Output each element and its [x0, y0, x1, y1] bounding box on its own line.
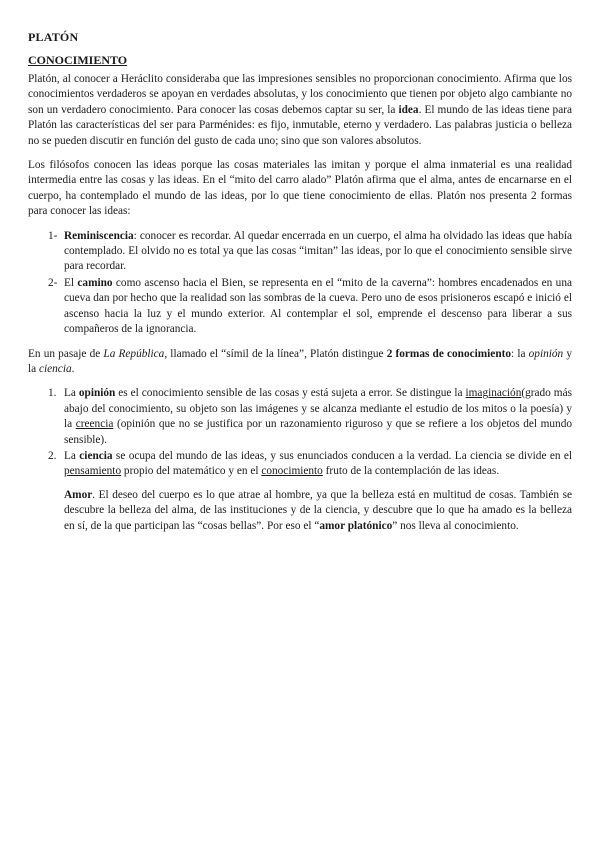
section-heading: CONOCIMIENTO — [28, 53, 128, 67]
text-run: El — [64, 276, 78, 289]
italic-title: La República — [103, 347, 165, 360]
text-run: se ocupa del mundo de las ideas, y sus enunciados conducen a la verdad. La ciencia se divide en el — [112, 449, 573, 462]
paragraph-amor — [28, 488, 572, 534]
bold-term: Amor — [64, 488, 93, 501]
text-run: La — [64, 387, 79, 400]
text-run: . — [71, 362, 75, 375]
text-run: (opinión que no se justifica por un razonamiento riguroso y que se refiere a los objetos del mundo sensible). — [64, 418, 573, 446]
underlined-term: pensamiento — [64, 465, 122, 478]
italic-term: opinión — [528, 347, 564, 360]
bold-term: opinión — [78, 387, 116, 400]
text-run: como ascenso hacia el Bien, se representa en el “mito de la caverna”: hombres encadenados en una cueva dan por hecho que la realidad son las sombras de la cueva. Pero uno de esos prisioneros escapó e inició el ascenso hacia la luz y el mundo exterior. Al contemplar el sol, emprende el descenso para liberar a sus compañeros de la ignorancia. — [64, 276, 572, 336]
bold-term: camino — [77, 276, 113, 289]
text-run: : conocer es recordar. Al quedar encerrada en un cuerpo, el alma ha olvidado las ideas que había contemplado. El olvido no es total ya que las cosas “imitan” las ideas, por lo que el conocimiento sensible sirve para recordar. — [64, 229, 572, 273]
text-run: En un pasaje de — [28, 347, 104, 360]
bold-term: 2 formas de conocimiento — [386, 347, 512, 360]
text-run: propio del matemático y en el — [121, 465, 262, 478]
list-item — [28, 229, 572, 275]
italic-term: ciencia — [38, 362, 72, 375]
paragraph-intro — [28, 72, 572, 149]
list-marker: 2- — [48, 276, 58, 289]
paragraph-republic — [28, 347, 572, 378]
paragraph-knowledge-of-ideas: Los filósofos conocen las ideas porque las cosas materiales las imitan y porque el alma inmaterial es una realidad intermedia entre las cosas y las ideas. En el “mito del carro alado” Platón afirma que el alma, antes de encarnarse en el cuerpo, ha contemplado el mundo de las ideas, por lo que tiene conocimiento de ellas. Platón nos presenta 2 formas para conocer las ideas: — [28, 159, 572, 218]
underlined-term: creencia — [75, 418, 114, 431]
text-run: fruto de la contemplación de las ideas. — [322, 465, 500, 478]
text-run: y la — [28, 347, 572, 375]
list-item — [28, 276, 572, 338]
text-run: ” nos lleva al conocimiento. — [392, 519, 519, 532]
bold-term: ciencia — [79, 449, 113, 462]
bold-term: Reminiscencia — [64, 229, 134, 242]
bold-term: amor platónico — [319, 519, 393, 532]
text-run: , llamado el “símil de la línea”, Platón distingue — [164, 347, 387, 360]
underlined-term: conocimiento — [261, 465, 323, 478]
text-run: : la — [511, 347, 529, 360]
list-marker: 1- — [48, 229, 58, 242]
list-item — [28, 449, 572, 480]
text-run: La — [64, 449, 80, 462]
document-title: PLATÓN — [28, 30, 79, 44]
list-marker: 1. — [48, 387, 57, 400]
list-marker: 2. — [48, 449, 57, 462]
text-run: es el conocimiento sensible de las cosas y está sujeta a error. Se distingue la — [115, 387, 466, 400]
list-forms-of-knowledge — [28, 386, 572, 479]
text-run: (grado más abajo del conocimiento, su objeto son las imágenes y se alcanza mediante el estudio de los mitos o la poesía) y la — [64, 387, 572, 431]
underlined-term: imaginación — [465, 387, 522, 400]
text-run: . El mundo de las ideas tiene para Platón las características del ser para Parménides: es fijo, inmutable, eterno y verdadero. Las palabras justicia o belleza no se pueden discutir en función del gusto de cada uno; sino que son valores absolutos. — [28, 103, 572, 147]
list-item — [28, 386, 572, 448]
list-ways-to-know — [28, 229, 572, 338]
bold-term-idea: idea — [398, 103, 419, 116]
text-run: Platón, al conocer a Heráclito consideraba que las impresiones sensibles no proporcionan conocimiento. Afirma que los conocimientos verdaderos se apoyan en verdades absolutas, y los conocimiento que tienen por objeto algo cambiante no son un verdadero conocimiento. Para conocer las cosas debemos captar su ser, la — [28, 73, 572, 116]
text-run: . El deseo del cuerpo es lo que atrae al hombre, ya que la belleza está en multitud de cosas. También se descubre la belleza del alma, de las instituciones y de la ciencia, y descubre que lo que ha amado es la belleza en sí, de la que participan las “cosas bellas”. Por eso el “ — [64, 488, 572, 532]
